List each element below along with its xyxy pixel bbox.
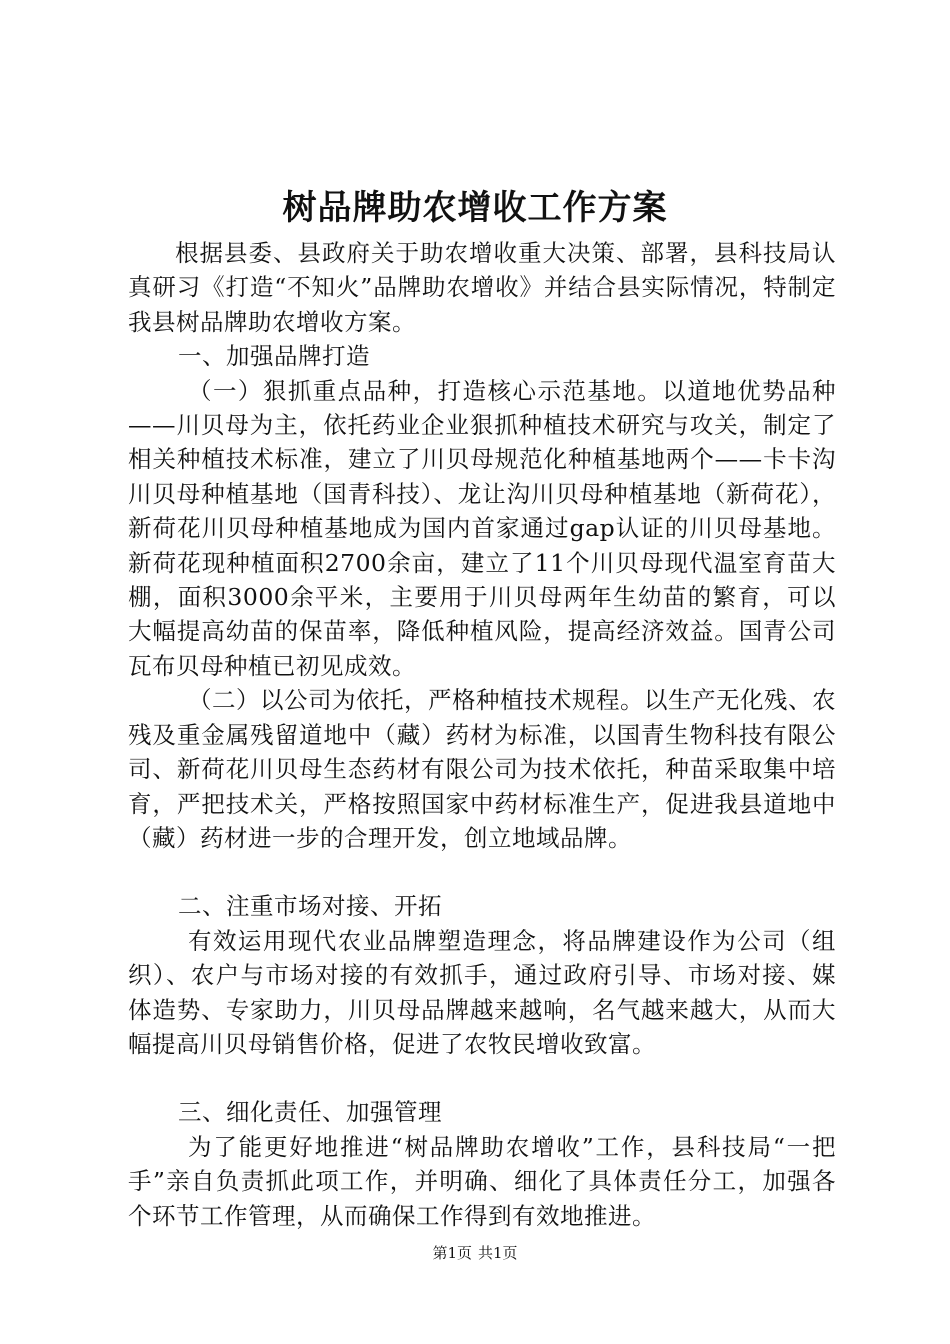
paragraph-spacer (128, 855, 836, 889)
document-title: 树品牌助农增收工作方案 (282, 188, 668, 228)
page-number: 第1页 (432, 1244, 472, 1262)
intro-paragraph: 根据县委、县政府关于助农增收重大决策、部署，县科技局认真研习《打造“不知火”品牌助农增收》并结合县实际情况，特制定我县树品牌助农增收方案。 (128, 239, 836, 336)
paragraph-spacer (128, 1061, 836, 1095)
page-total: 共1页 (478, 1244, 518, 1262)
subsection-paragraph-1: （一）狠抓重点品种，打造核心示范基地。以道地优势品种——川贝母为主，依托药业企业狠抓种植技术研究与攻关，制定了相关种植技术标准，建立了川贝母规范化种植基地两个——卡卡沟川贝母种植基地（国青科技）、龙让沟川贝母种植基地（新荷花），新荷花川贝母种植基地成为国内首家通过gap认证的川贝母基地。新荷花现种植面积2700余亩，建立了11个川贝母现代温室育苗大棚，面积3000余平米，主要用于川贝母两年生幼苗的繁育，可以大幅提高幼苗的保苗率，降低种植风险，提高经济效益。国青公司瓦布贝母种植已初见成效。 (128, 376, 836, 680)
section-heading-3: 三、细化责任、加强管理 (178, 1098, 442, 1127)
document-body (128, 236, 836, 1233)
subsection-paragraph-2: （二）以公司为依托，严格种植技术规程。以生产无化残、农残及重金属残留道地中（藏）药材为标准，以国青生物科技有限公司、新荷花川贝母生态药材有限公司为技术依托，种苗采取集中培育，严把技术关，严格按照国家中药材标准生产，促进我县道地中（藏）药材进一步的合理开发，创立地域品牌。 (128, 686, 836, 852)
section-heading-1: 一、加强品牌打造 (178, 342, 370, 371)
section-heading-2: 二、注重市场对接、开拓 (178, 892, 442, 921)
section-paragraph-3: 为了能更好地推进“树品牌助农增收”工作，县科技局“一把手”亲自负责抓此项工作，并明确、细化了具体责任分工，加强各个环节工作管理，从而确保工作得到有效地推进。 (128, 1132, 836, 1230)
section-paragraph-2: 有效运用现代农业品牌塑造理念，将品牌建设作为公司（组织）、农户与市场对接的有效抓手，通过政府引导、市场对接、媒体造势、专家助力，川贝母品牌越来越响，名气越来越大，从而大幅提高川贝母销售价格，促进了农牧民增收致富。 (128, 926, 836, 1058)
page-footer (0, 1243, 950, 1263)
